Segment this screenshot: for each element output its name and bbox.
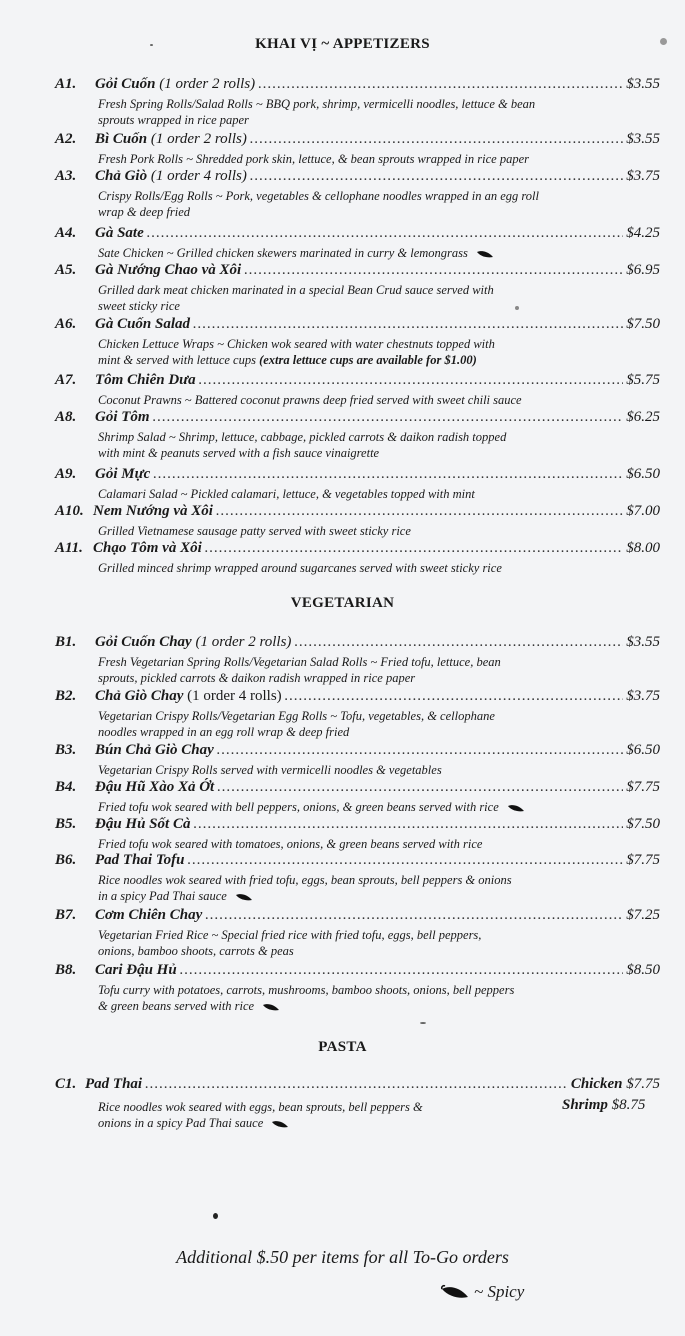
paper-speck [420, 1022, 426, 1024]
item-desc-line: with mint & peanuts served with a fish sauce vinaigrette [98, 446, 380, 460]
item-name: Gỏi Tôm [95, 409, 150, 425]
item-desc-line: Coconut Prawns ~ Battered coconut prawns deep fried served with sweet chili sauce [98, 393, 522, 407]
item-desc-line: Vegetarian Crispy Rolls served with vermicelli noodles & vegetables [98, 763, 442, 777]
item-price: $6.95 [626, 262, 660, 278]
item-desc-line: Vegetarian Fried Rice ~ Special fried rice with fried tofu, eggs, bell peppers, [98, 928, 482, 942]
paper-speck [213, 1213, 218, 1219]
paper-speck [150, 44, 153, 46]
item-desc-line: wrap & deep fried [98, 205, 191, 219]
item-code: A10. [55, 503, 84, 519]
item-price: $3.55 [626, 131, 660, 147]
item-code: B5. [55, 816, 77, 832]
item-desc-line: Chicken Lettuce Wraps ~ Chicken wok seared with water chestnuts topped with [98, 337, 495, 351]
item-desc-line: Grilled dark meat chicken marinated in a special Bean Crud sauce served with [98, 283, 494, 297]
item-desc-line: mint & served with lettuce cups [98, 353, 260, 367]
item-code: A8. [55, 409, 77, 425]
pasta-heading: PASTA [318, 1039, 367, 1055]
item-code: B6. [55, 852, 77, 868]
item-name: Đậu Hũ Xào Xả Ớt [95, 779, 215, 795]
item-name: Chả Giò [95, 168, 148, 184]
item-code: B8. [55, 962, 77, 978]
item-desc-line: Sate Chicken ~ Grilled chicken skewers marinated in curry & lemongrass [98, 246, 468, 260]
spicy-legend [440, 1282, 524, 1302]
item-price: $5.75 [626, 372, 660, 388]
item-desc-line: onions, bamboo shoots, carrots & peas [98, 944, 294, 958]
item-code: B1. [55, 634, 77, 650]
item-desc-line: sprouts wrapped in rice paper [98, 113, 249, 127]
chicken-price: Chicken $7.75 [570, 1076, 660, 1092]
item-code: A7. [55, 372, 77, 388]
item-name: Gà Nướng Chao và Xôi [95, 262, 242, 278]
item-desc-line: noodles wrapped in an egg roll wrap & deep fried [98, 725, 350, 739]
item-code: A9. [55, 466, 77, 482]
item-price: $7.00 [626, 503, 660, 519]
item-qty: (1 order 2 rolls) [150, 131, 247, 147]
item-name: Bì Cuốn [95, 131, 148, 147]
item-desc-line: Rice noodles wok seared with fried tofu, eggs, bean sprouts, bell peppers & onions [98, 873, 512, 887]
item-code: A1. [55, 76, 77, 92]
item-price: $7.75 [626, 852, 660, 868]
item-price: $6.25 [626, 409, 660, 425]
item-desc-line: Rice noodles wok seared with eggs, bean sprouts, bell peppers & [98, 1100, 423, 1114]
item-name: Tôm Chiên Dưa [95, 372, 196, 388]
appetizers-heading: KHAI VỊ ~ APPETIZERS [255, 36, 430, 52]
item-desc-line: Grilled minced shrimp wrapped around sugarcanes served with sweet sticky rice [98, 561, 502, 575]
item-desc-line: Grilled Vietnamese sausage patty served with sweet sticky rice [98, 524, 411, 538]
item-price: $6.50 [626, 742, 660, 758]
item-code: A5. [55, 262, 77, 278]
item-name: Cari Đậu Hủ [95, 962, 177, 978]
item-desc-line: Shrimp Salad ~ Shrimp, lettuce, cabbage, pickled carrots & daikon radish topped [98, 430, 507, 444]
item-desc-line: Vegetarian Crispy Rolls/Vegetarian Egg Rolls ~ Tofu, vegetables, & cellophane [98, 709, 495, 723]
item-desc-line: onions in a spicy Pad Thai sauce [98, 1116, 264, 1130]
item-desc-line: Fresh Spring Rolls/Salad Rolls ~ BBQ pork, shrimp, vermicelli noodles, lettuce & bean [98, 97, 536, 111]
item-name: Gà Cuốn Salad [95, 316, 191, 332]
item-qty: (1 order 4 rolls) [187, 688, 282, 704]
item-code: B3. [55, 742, 77, 758]
chili-pepper-icon [262, 1002, 280, 1012]
item-price: $7.50 [626, 316, 660, 332]
chili-pepper-icon [440, 1284, 470, 1300]
item-desc-line: Fresh Pork Rolls ~ Shredded pork skin, lettuce, & bean sprouts wrapped in rice paper [98, 152, 530, 166]
chili-pepper-icon [235, 892, 253, 902]
item-desc-note: (extra lettuce cups are available for $1.00) [259, 353, 477, 367]
chili-pepper-icon [271, 1119, 289, 1129]
vegetarian-heading: VEGETARIAN [290, 595, 395, 611]
item-code: B4. [55, 779, 77, 795]
item-code: A11. [55, 540, 83, 556]
item-name: Gỏi Mực [95, 466, 151, 482]
item-code: A4. [55, 225, 77, 241]
item-price: $7.25 [626, 907, 660, 923]
item-price: $3.55 [626, 76, 660, 92]
item-price: $4.25 [626, 225, 660, 241]
item-desc-line: Tofu curry with potatoes, carrots, mushrooms, bamboo shoots, onions, bell peppers [98, 983, 515, 997]
item-qty: (1 order 2 rolls) [195, 634, 292, 650]
item-name: Gỏi Cuốn Chay [95, 634, 192, 650]
item-desc-line: Calamari Salad ~ Pickled calamari, lettuce, & vegetables topped with mint [98, 487, 475, 501]
item-price: $8.00 [626, 540, 660, 556]
chili-pepper-icon [476, 249, 494, 259]
item-name: Chạo Tôm và Xôi [93, 540, 202, 556]
item-desc-line: Fresh Vegetarian Spring Rolls/Vegetarian Salad Rolls ~ Fried tofu, lettuce, bean [98, 655, 501, 669]
item-code: B7. [55, 907, 77, 923]
item-desc-line: in a spicy Pad Thai sauce [98, 889, 227, 903]
item-price: $3.75 [626, 168, 660, 184]
item-name: Gà Sate [95, 225, 144, 241]
paper-speck [515, 306, 519, 310]
item-name: Pad Thai Tofu [95, 852, 185, 868]
item-price: $6.50 [626, 466, 660, 482]
item-qty: (1 order 4 rolls) [150, 168, 247, 184]
item-name: Pad Thai [85, 1076, 143, 1092]
item-name: Bún Chả Giò Chay [95, 742, 214, 758]
item-name: Gỏi Cuốn [95, 76, 156, 92]
item-price: $8.50 [626, 962, 660, 978]
item-code: C1. [55, 1076, 77, 1092]
item-desc-line: & green beans served with rice [98, 999, 255, 1013]
chili-pepper-icon [507, 803, 525, 813]
item-qty: (1 order 2 rolls) [159, 76, 256, 92]
paper-speck [660, 38, 667, 45]
item-price: $7.75 [626, 779, 660, 795]
item-price: $7.50 [626, 816, 660, 832]
item-name: Chả Giò Chay [95, 688, 184, 704]
item-price: $3.55 [626, 634, 660, 650]
item-desc-line: Crispy Rolls/Egg Rolls ~ Pork, vegetables & cellophane noodles wrapped in an egg roll [98, 189, 539, 203]
item-desc-line: Fried tofu wok seared with bell peppers, onions, & green beans served with rice [98, 800, 499, 814]
item-price: $3.75 [626, 688, 660, 704]
item-code: A2. [55, 131, 77, 147]
item-desc-line: Fried tofu wok seared with tomatoes, onions, & green beans served with rice [98, 837, 483, 851]
shrimp-price: Shrimp $8.75 [562, 1097, 646, 1113]
item-desc-line: sweet sticky rice [98, 299, 180, 313]
to-go-note: Additional $.50 per items for all To-Go orders [176, 1247, 509, 1267]
item-name: Cơm Chiên Chay [95, 907, 203, 923]
item-code: A6. [55, 316, 77, 332]
item-name: Nem Nướng và Xôi [93, 503, 213, 519]
item-name: Đậu Hủ Sốt Cà [95, 816, 191, 832]
item-code: B2. [55, 688, 77, 704]
spicy-legend-label: ~ Spicy [474, 1282, 525, 1301]
item-desc-line: sprouts, pickled carrots & daikon radish wrapped in rice paper [98, 671, 416, 685]
item-code: A3. [55, 168, 77, 184]
